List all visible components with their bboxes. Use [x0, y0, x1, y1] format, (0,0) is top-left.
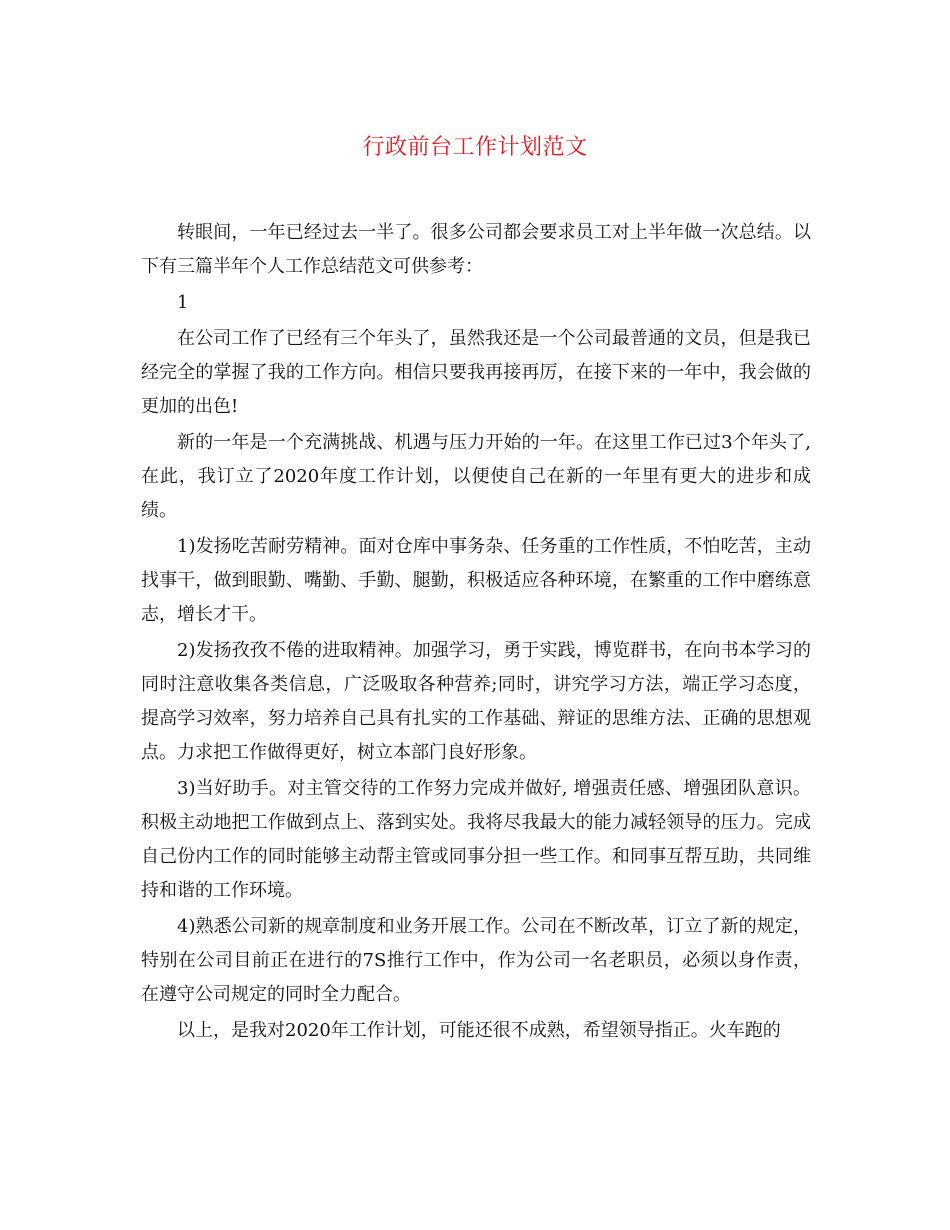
document-title: 行政前台工作计划范文 — [362, 135, 588, 160]
paragraph-intro: 转眼间，一年已经过去一半了。很多公司都会要求员工对上半年做一次总结。以下有三篇半年个人工作总结范文可供参考： — [141, 222, 811, 277]
document-body — [141, 216, 811, 1050]
list-item-4: 4)熟悉公司新的规章制度和业务开展工作。公司在不断改革，订立了新的规定，特别在公司目前正在进行的7S推行工作中，作为公司一名老职员，必须以身作责，在遵守公司规定的同时全力配合。 — [141, 916, 811, 1005]
paragraph: 新的一年是一个充满挑战、机遇与压力开始的一年。在这里工作已过3个年头了,在此，我订立了2020年度工作计划，以便使自己在新的一年里有更大的进步和成绩。 — [141, 432, 811, 521]
list-item-1: 1)发扬吃苦耐劳精神。面对仓库中事务杂、任务重的工作性质，不怕吃苦，主动找事干，做到眼勤、嘴勤、手勤、腿勤，积极适应各种环境，在繁重的工作中磨练意志，增长才干。 — [141, 536, 811, 625]
list-item-3: 3)当好助手。对主管交待的工作努力完成并做好, 增强责任感、增强团队意识。积极主动地把工作做到点上、落到实处。我将尽我最大的能力减轻领导的压力。完成自己份内工作的同时能够主动帮主管或同事分担一些工作。和同事互帮互助，共同维持和谐的工作环境。 — [141, 778, 811, 901]
paragraph-closing: 以上，是我对2020年工作计划，可能还很不成熟，希望领导指正。火车跑的 — [177, 1020, 781, 1041]
paragraph: 在公司工作了已经有三个年头了，虽然我还是一个公司最普通的文员，但是我已经完全的掌握了我的工作方向。相信只要我再接再厉，在接下来的一年中，我会做的更加的出色! — [141, 328, 811, 417]
paragraph-number: 1 — [177, 292, 189, 313]
list-item-2: 2)发扬孜孜不倦的进取精神。加强学习，勇于实践，博览群书，在向书本学习的同时注意收集各类信息，广泛吸取各种营养;同时，讲究学习方法，端正学习态度，提高学习效率，努力培养自己具有扎实的工作基础、辩证的思维方法、正确的思想观点。力求把工作做得更好，树立本部门良好形象。 — [141, 640, 811, 763]
